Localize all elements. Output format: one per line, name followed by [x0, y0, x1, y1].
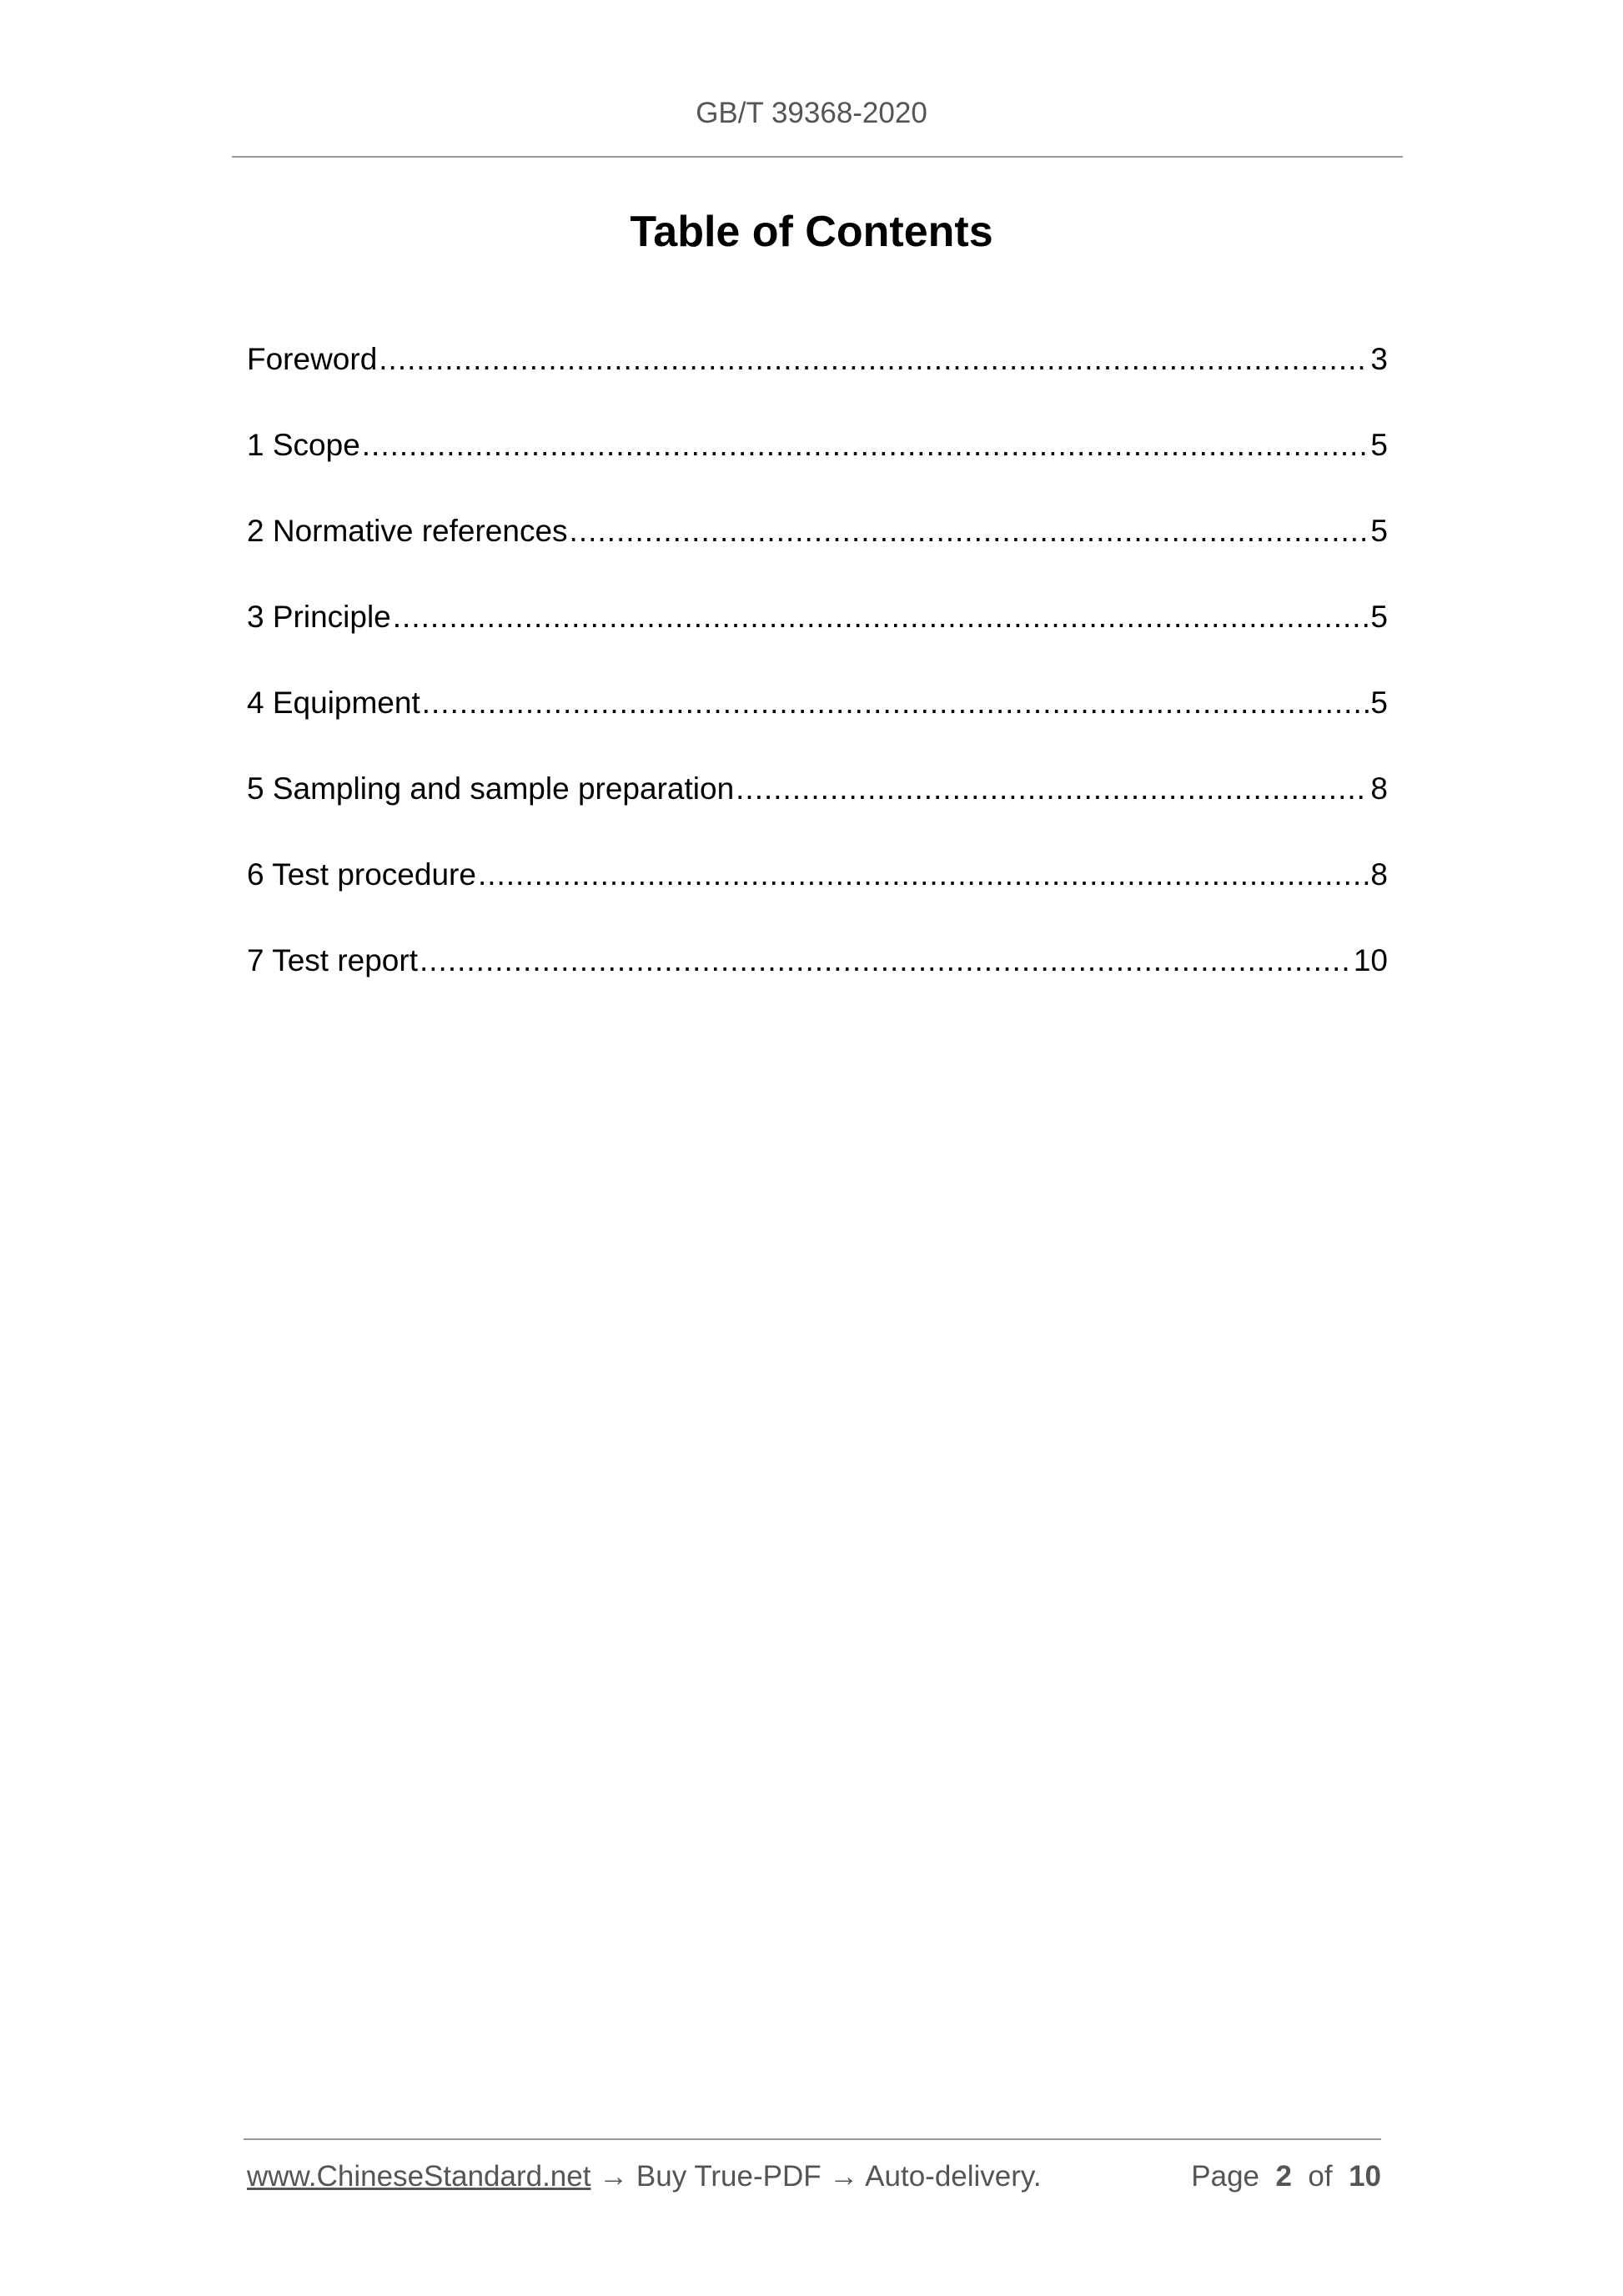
- toc-entry-label: Foreword: [247, 342, 378, 376]
- toc-entry-foreword[interactable]: [247, 342, 1388, 428]
- running-header: GB/T 39368-2020: [696, 97, 927, 129]
- page-word: Page: [1191, 2160, 1260, 2193]
- current-page: 2: [1275, 2160, 1292, 2193]
- dot-leader: [478, 857, 1369, 892]
- dot-leader: [736, 771, 1369, 806]
- header-divider: [232, 156, 1403, 158]
- dot-leader: [422, 686, 1369, 721]
- toc-entry-page: 5: [1370, 428, 1388, 462]
- of-word: of: [1308, 2160, 1333, 2193]
- toc-entry-page: 10: [1353, 943, 1388, 977]
- dot-leader: [570, 514, 1369, 549]
- toc-entry-label: 4 Equipment: [247, 686, 420, 720]
- toc-entry-label: 2 Normative references: [247, 514, 568, 548]
- footer-promo: [247, 2160, 1042, 2193]
- toc-entry-page: 8: [1370, 771, 1388, 806]
- page-number: [1191, 2160, 1381, 2193]
- page-title: Table of Contents: [630, 208, 993, 256]
- toc-entry-label: 5 Sampling and sample preparation: [247, 771, 735, 806]
- dot-leader: [393, 600, 1369, 635]
- toc-entry-equipment[interactable]: [247, 686, 1388, 771]
- dot-leader: [420, 943, 1352, 978]
- toc-entry-test-report[interactable]: [247, 943, 1388, 1029]
- toc-entry-page: 5: [1370, 686, 1388, 720]
- toc-entry-sampling[interactable]: [247, 771, 1388, 857]
- toc-entry-principle[interactable]: [247, 600, 1388, 686]
- footer-divider: [244, 2138, 1381, 2140]
- toc-entry-label: 7 Test report: [247, 943, 418, 977]
- toc-entry-page: 5: [1370, 600, 1388, 634]
- toc-entry-label: 6 Test procedure: [247, 857, 476, 892]
- total-pages: 10: [1349, 2160, 1381, 2193]
- toc-entry-test-procedure[interactable]: [247, 857, 1388, 943]
- website-link[interactable]: www.ChineseStandard.net: [247, 2160, 591, 2193]
- page-footer: [247, 2160, 1381, 2193]
- toc-entry-page: 3: [1370, 342, 1388, 376]
- toc-entry-page: 8: [1370, 857, 1388, 892]
- toc-entry-scope[interactable]: [247, 428, 1388, 514]
- table-of-contents: [247, 342, 1388, 1029]
- dot-leader: [379, 342, 1369, 377]
- toc-entry-label: 1 Scope: [247, 428, 360, 462]
- toc-entry-label: 3 Principle: [247, 600, 391, 634]
- toc-entry-page: 5: [1370, 514, 1388, 548]
- promo-text: → Buy True-PDF → Auto-delivery.: [590, 2160, 1042, 2193]
- toc-entry-normative-references[interactable]: [247, 514, 1388, 600]
- dot-leader: [362, 428, 1369, 463]
